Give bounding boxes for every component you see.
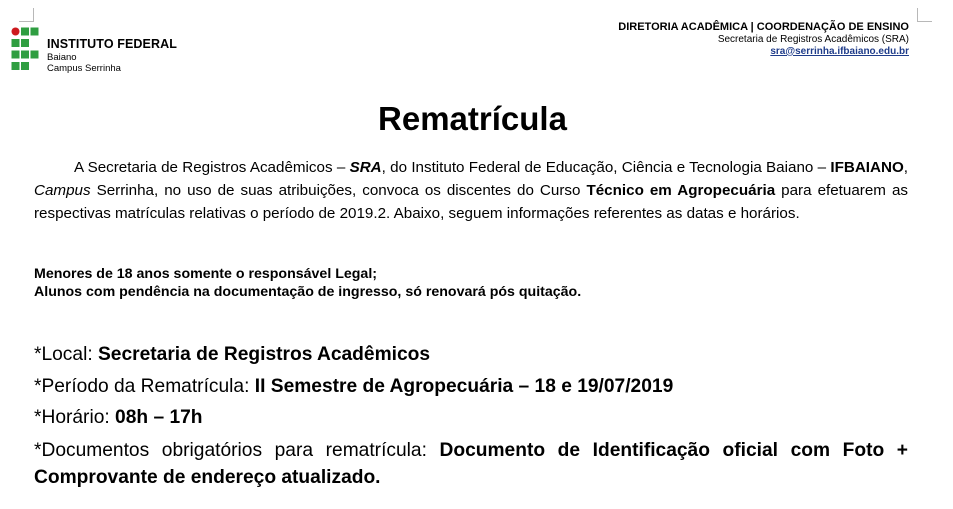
paragraph-text: A Secretaria de Registros Acadêmicos –: [74, 159, 350, 176]
notices: [34, 265, 581, 301]
info-label: *Horário:: [34, 407, 116, 428]
info-local: [34, 344, 908, 366]
info-value: II Semestre de Agropecuária – 18 e 19/07/2019: [254, 376, 674, 397]
info-label: *Local:: [34, 344, 98, 365]
notice-line: Menores de 18 anos somente o responsável Legal;: [34, 266, 377, 282]
campus-word: Campus: [34, 182, 91, 199]
paragraph-text: Serrinha, no uso de suas atribuições, convoca os discentes do Curso: [90, 182, 587, 199]
intro-paragraph: [34, 156, 908, 225]
info-label: *Documentos obrigatórios para rematrícula:: [34, 440, 440, 461]
if-logo-icon: [11, 27, 39, 71]
institution-logo: [11, 27, 177, 74]
info-value: Secretaria de Registros Acadêmicos: [98, 344, 431, 365]
sra-abbrev: SRA: [349, 159, 382, 176]
info-value: 08h – 17h: [115, 407, 203, 428]
course-name: Técnico em Agropecuária: [586, 182, 776, 199]
info-value: Documento de Identificação oficial com Foto + Comprovante de endereço atualizado.: [34, 440, 908, 488]
info-label: *Período da Rematrícula:: [34, 376, 255, 397]
crop-mark: [33, 8, 34, 22]
crop-mark: [19, 21, 34, 22]
crop-mark: [917, 8, 918, 22]
office-name: Secretaria de Registros Acadêmicos (SRA): [717, 33, 909, 45]
document-title: Rematrícula: [378, 100, 567, 137]
institution-subtitle: Baiano: [47, 51, 77, 63]
letterhead-info: [618, 21, 909, 58]
paragraph-text: para efetuarem as respectivas matrículas relativas o período de 2019.2. Abaixo, seguem informações referentes as datas e horários.: [34, 182, 908, 222]
info-periodo: [34, 376, 908, 398]
email-link[interactable]: sra@serrinha.ifbaiano.edu.br: [770, 45, 909, 57]
paragraph-text: , do Instituto Federal de Educação, Ciência e Tecnologia Baiano –: [381, 159, 831, 176]
crop-mark: [917, 21, 932, 22]
info-horario: [34, 407, 908, 429]
info-documentos: [34, 437, 908, 491]
paragraph-text: ,: [903, 159, 908, 176]
institution-name: INSTITUTO FEDERAL: [47, 37, 177, 51]
department-name: DIRETORIA ACADÊMICA | COORDENAÇÃO DE ENSINO: [618, 21, 909, 33]
institution-campus: Campus Serrinha: [47, 63, 121, 74]
notice-line: Alunos com pendência na documentação de ingresso, só renovará pós quitação.: [34, 284, 582, 300]
ifbaiano-abbrev: IFBAIANO: [830, 159, 904, 176]
